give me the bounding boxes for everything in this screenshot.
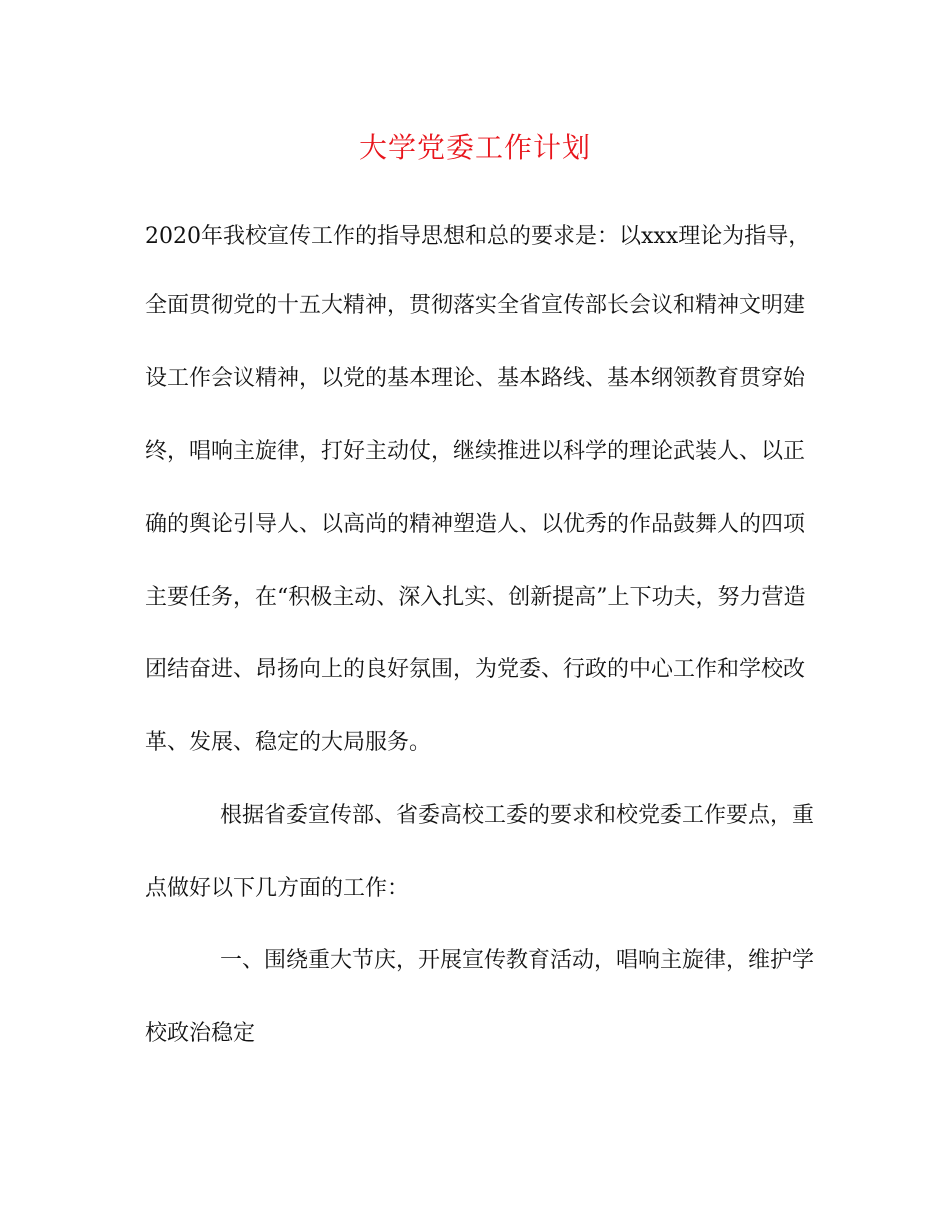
paragraph-line: 终，唱响主旋律，打好主动仗，继续推进以科学的理论武装人、以正	[145, 439, 806, 464]
paragraph-line: 设工作会议精神，以党的基本理论、基本路线、基本纲领教育贯穿始	[145, 366, 806, 391]
paragraph-line: 确的舆论引导人、以高尚的精神塑造人、以优秀的作品鼓舞人的四项	[145, 512, 806, 537]
paragraph-line: 革、发展、稳定的大局服务。	[145, 730, 432, 755]
paragraph-line: 点做好以下几方面的工作：	[145, 876, 410, 901]
document-title: 大学党委工作计划	[358, 131, 591, 164]
paragraph-line: 2020年我校宣传工作的指导思想和总的要求是：以xxx理论为指导，	[145, 224, 811, 249]
paragraph-line: 全面贯彻党的十五大精神，贯彻落实全省宣传部长会议和精神文明建	[145, 293, 806, 318]
paragraph-line: 根据省委宣传部、省委高校工委的要求和校党委工作要点，重	[220, 803, 815, 828]
paragraph-line: 主要任务，在“积极主动、深入扎实、创新提高”上下功夫，努力营造	[145, 585, 806, 610]
paragraph-line: 团结奋进、昂扬向上的良好氛围，为党委、行政的中心工作和学校改	[145, 657, 806, 682]
section-heading-line: 一、围绕重大节庆，开展宣传教育活动，唱响主旋律，维护学	[220, 948, 815, 973]
section-heading-line: 校政治稳定	[145, 1021, 256, 1046]
